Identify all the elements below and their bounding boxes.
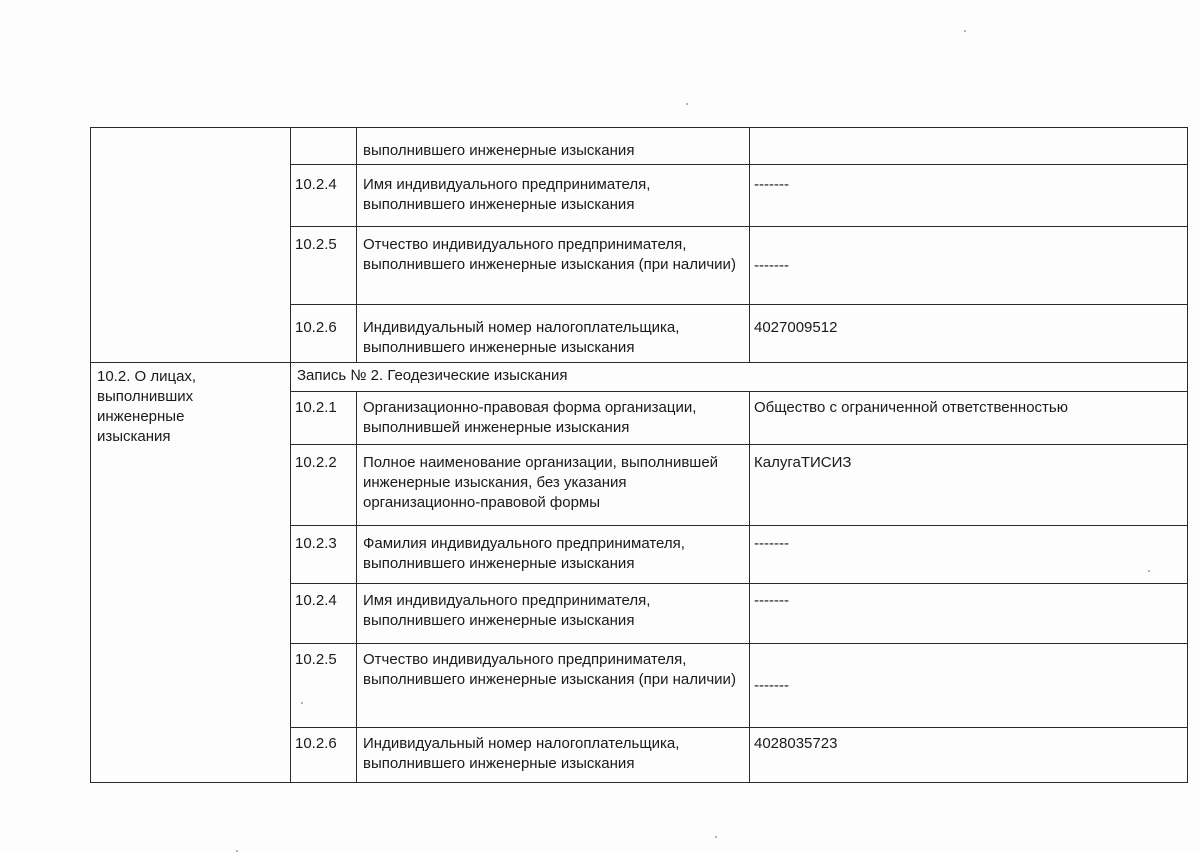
scan-speck	[686, 103, 688, 105]
row-label-text: Имя индивидуального предпринимателя, выполнившего инженерные изыскания	[363, 592, 651, 629]
row-label	[357, 445, 750, 526]
scan-speck	[236, 850, 238, 852]
row-number: 10.2.1	[291, 392, 357, 445]
row-label-text: Фамилия индивидуального предпринимателя, выполнившего инженерные изыскания	[363, 535, 685, 572]
row-label-text: Индивидуальный номер налогоплательщика, выполнившего инженерные изыскания	[363, 319, 680, 356]
row-number	[291, 128, 357, 165]
row-label	[357, 584, 750, 644]
row-value: 4028035723	[750, 728, 1188, 783]
row-label-text: Отчество индивидуального предпринимателя, выполнившего инженерные изыскания (при наличии)	[363, 651, 736, 688]
row-label	[357, 392, 750, 445]
record-title-row	[91, 363, 1188, 392]
row-number: 10.2.3	[291, 526, 357, 584]
scan-speck	[964, 30, 966, 32]
row-value: -------	[750, 584, 1188, 644]
row-value: -------	[750, 644, 1188, 728]
row-number: 10.2.5	[291, 644, 357, 728]
row-label	[357, 165, 750, 227]
row-label	[357, 644, 750, 728]
row-number: 10.2.2	[291, 445, 357, 526]
scan-speck	[715, 836, 717, 838]
record-title: Запись № 2. Геодезические изыскания	[291, 363, 1188, 392]
row-label-text: Отчество индивидуального предпринимателя, выполнившего инженерные изыскания (при наличии)	[363, 236, 736, 273]
scan-speck	[1148, 570, 1150, 572]
row-label-text: Организационно-правовая форма организации, выполнившей инженерные изыскания	[363, 399, 697, 436]
row-label	[357, 227, 750, 305]
row-value: Общество с ограниченной ответственностью	[750, 392, 1188, 445]
row-label	[357, 526, 750, 584]
row-number: 10.2.4	[291, 584, 357, 644]
table-row	[91, 128, 1188, 165]
row-label	[357, 728, 750, 783]
section-label: 10.2. О лицах, выполнивших инженерные изыскания	[97, 368, 197, 445]
row-number: 10.2.6	[291, 728, 357, 783]
row-label	[357, 305, 750, 363]
row-label-text: Индивидуальный номер налогоплательщика, выполнившего инженерные изыскания	[363, 735, 680, 772]
row-number: 10.2.5	[291, 227, 357, 305]
row-value: -------	[750, 227, 1188, 305]
section-label-cell	[91, 363, 291, 783]
row-number: 10.2.6	[291, 305, 357, 363]
row-value: 4027009512	[750, 305, 1188, 363]
row-number: 10.2.4	[291, 165, 357, 227]
row-value: -------	[750, 526, 1188, 584]
row-value: КалугаТИСИЗ	[750, 445, 1188, 526]
investigations-table	[90, 127, 1188, 783]
row-label-text: Имя индивидуального предпринимателя, выполнившего инженерные изыскания	[363, 176, 651, 213]
row-label	[357, 128, 750, 165]
row-value: -------	[750, 165, 1188, 227]
scan-speck	[301, 702, 303, 704]
row-label-text: выполнившего инженерные изыскания	[363, 142, 635, 159]
row-label-text: Полное наименование организации, выполнившей инженерные изыскания, без указания организационно-правовой формы	[363, 454, 719, 511]
section-cell-empty	[91, 128, 291, 363]
row-value	[750, 128, 1188, 165]
